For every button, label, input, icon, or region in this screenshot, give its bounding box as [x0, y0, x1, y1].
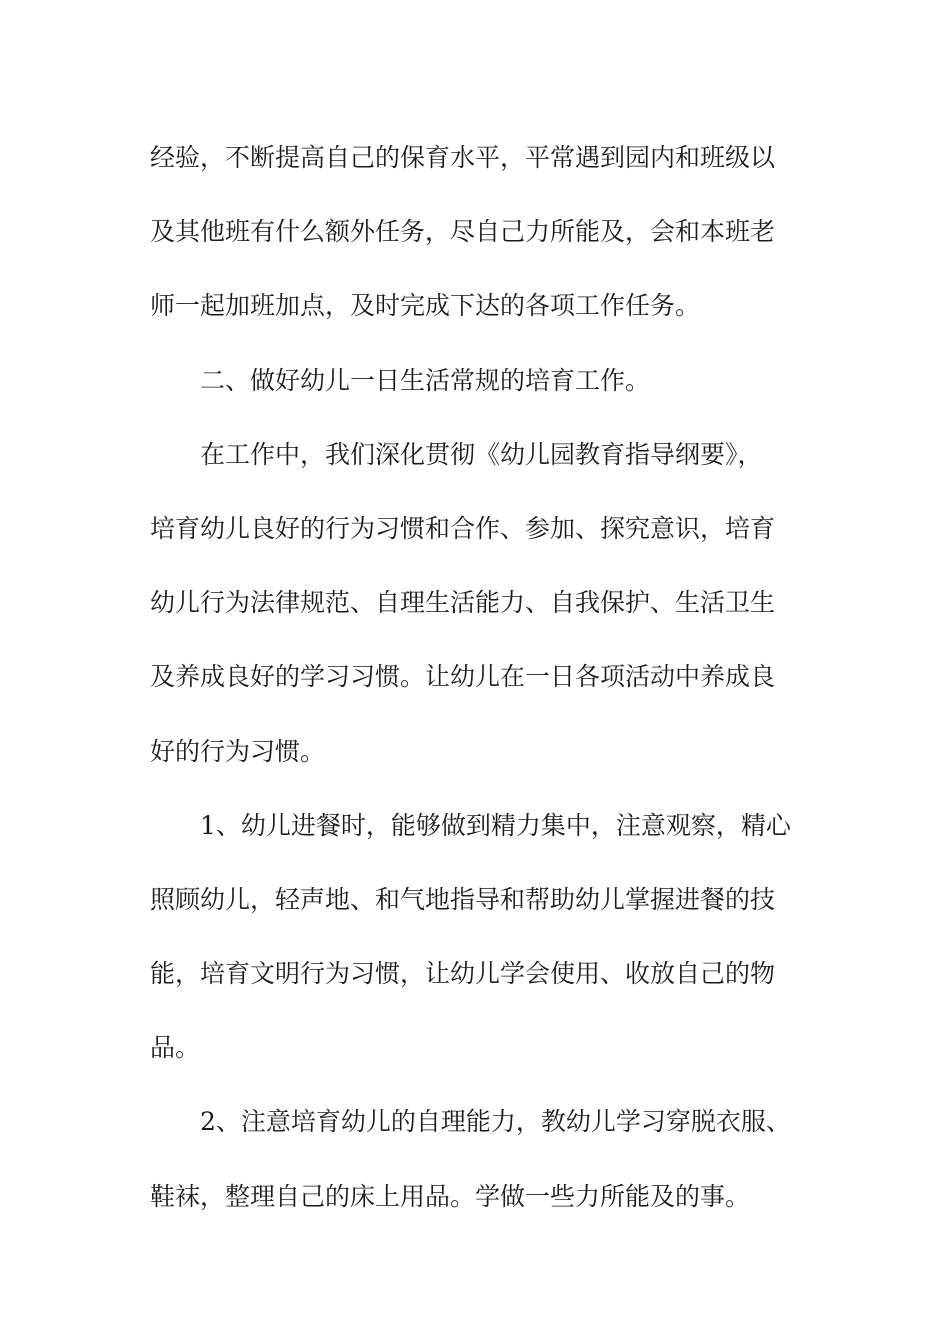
text-line: 及养成良好的学习习惯。让幼儿在一日各项活动中养成良	[150, 662, 776, 692]
paragraph-start: 在工作中，我们深化贯彻《幼儿园教育指导纲要》，	[200, 439, 763, 469]
text-line: 鞋袜，整理自己的床上用品。学做一些力所能及的事。	[150, 1181, 751, 1211]
text-line: 师一起加班加点，及时完成下达的各项工作任务。	[150, 291, 701, 321]
section-heading: 二、做好幼儿一日生活常规的培育工作。	[200, 365, 651, 395]
text-line: 培育幼儿良好的行为习惯和合作、参加、探究意识，培育	[150, 513, 776, 543]
text-line: 好的行为习惯。	[150, 736, 326, 766]
text-line: 幼儿行为法律规范、自理生活能力、自我保护、生活卫生	[150, 588, 776, 618]
list-item-start: 1、幼儿进餐时，能够做到精力集中，注意观察，精心	[200, 810, 791, 840]
text-line: 经验，不断提高自己的保育水平，平常遇到园内和班级以	[150, 143, 776, 172]
text-line: 品。	[150, 1033, 201, 1063]
document-body	[150, 121, 810, 1234]
text-line: 照顾幼儿，轻声地、和气地指导和帮助幼儿掌握进餐的技	[150, 884, 776, 914]
text-line: 能，培育文明行为习惯，让幼儿学会使用、收放自己的物	[150, 959, 776, 989]
text-line: 及其他班有什么额外任务，尽自己力所能及，会和本班老	[150, 217, 776, 247]
list-item-start: 2、注意培育幼儿的自理能力，教幼儿学习穿脱衣服、	[200, 1107, 791, 1137]
